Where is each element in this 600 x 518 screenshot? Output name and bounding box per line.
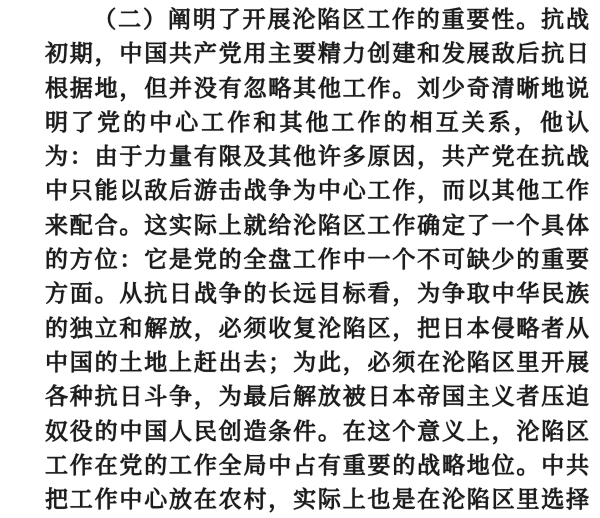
text-line: 把工作中心放在农村，实际上也是在沦陷区里选择: [45, 487, 589, 513]
text-line: 中只能以敌后游击战争为中心工作，而以其他工作: [45, 178, 589, 204]
text-line: 初期，中国共产党用主要精力创建和发展敌后抗日: [45, 41, 589, 67]
text-line: 的方位：它是党的全盘工作中一个不可缺少的重要: [45, 247, 589, 273]
text-line: （二）阐明了开展沦陷区工作的重要性。抗战: [93, 7, 589, 32]
text-line: 根据地，但并没有忽略其他工作。刘少奇清晰地说: [45, 75, 589, 101]
text-line: 各种抗日斗争，为最后解放被日本帝国主义者压迫: [45, 384, 589, 410]
text-line: 方面。从抗日战争的长远目标看，为争取中华民族: [45, 281, 589, 307]
text-line: 奴役的中国人民创造条件。在这个意义上，沦陷区: [45, 418, 589, 444]
text-line: 来配合。这实际上就给沦陷区工作确定了一个具体: [45, 212, 589, 238]
paragraph-block: [45, 3, 589, 517]
text-line: 工作在党的工作全局中占有重要的战略地位。中共: [45, 452, 589, 478]
text-line: 明了党的中心工作和其他工作的相互关系，他认: [45, 109, 589, 135]
text-line: 中国的土地上赶出去；为此，必须在沦陷区里开展: [45, 349, 589, 375]
text-line: 为：由于力量有限及其他许多原因，共产党在抗战: [45, 144, 589, 170]
text-line: 的独立和解放，必须收复沦陷区，把日本侵略者从: [45, 315, 589, 341]
